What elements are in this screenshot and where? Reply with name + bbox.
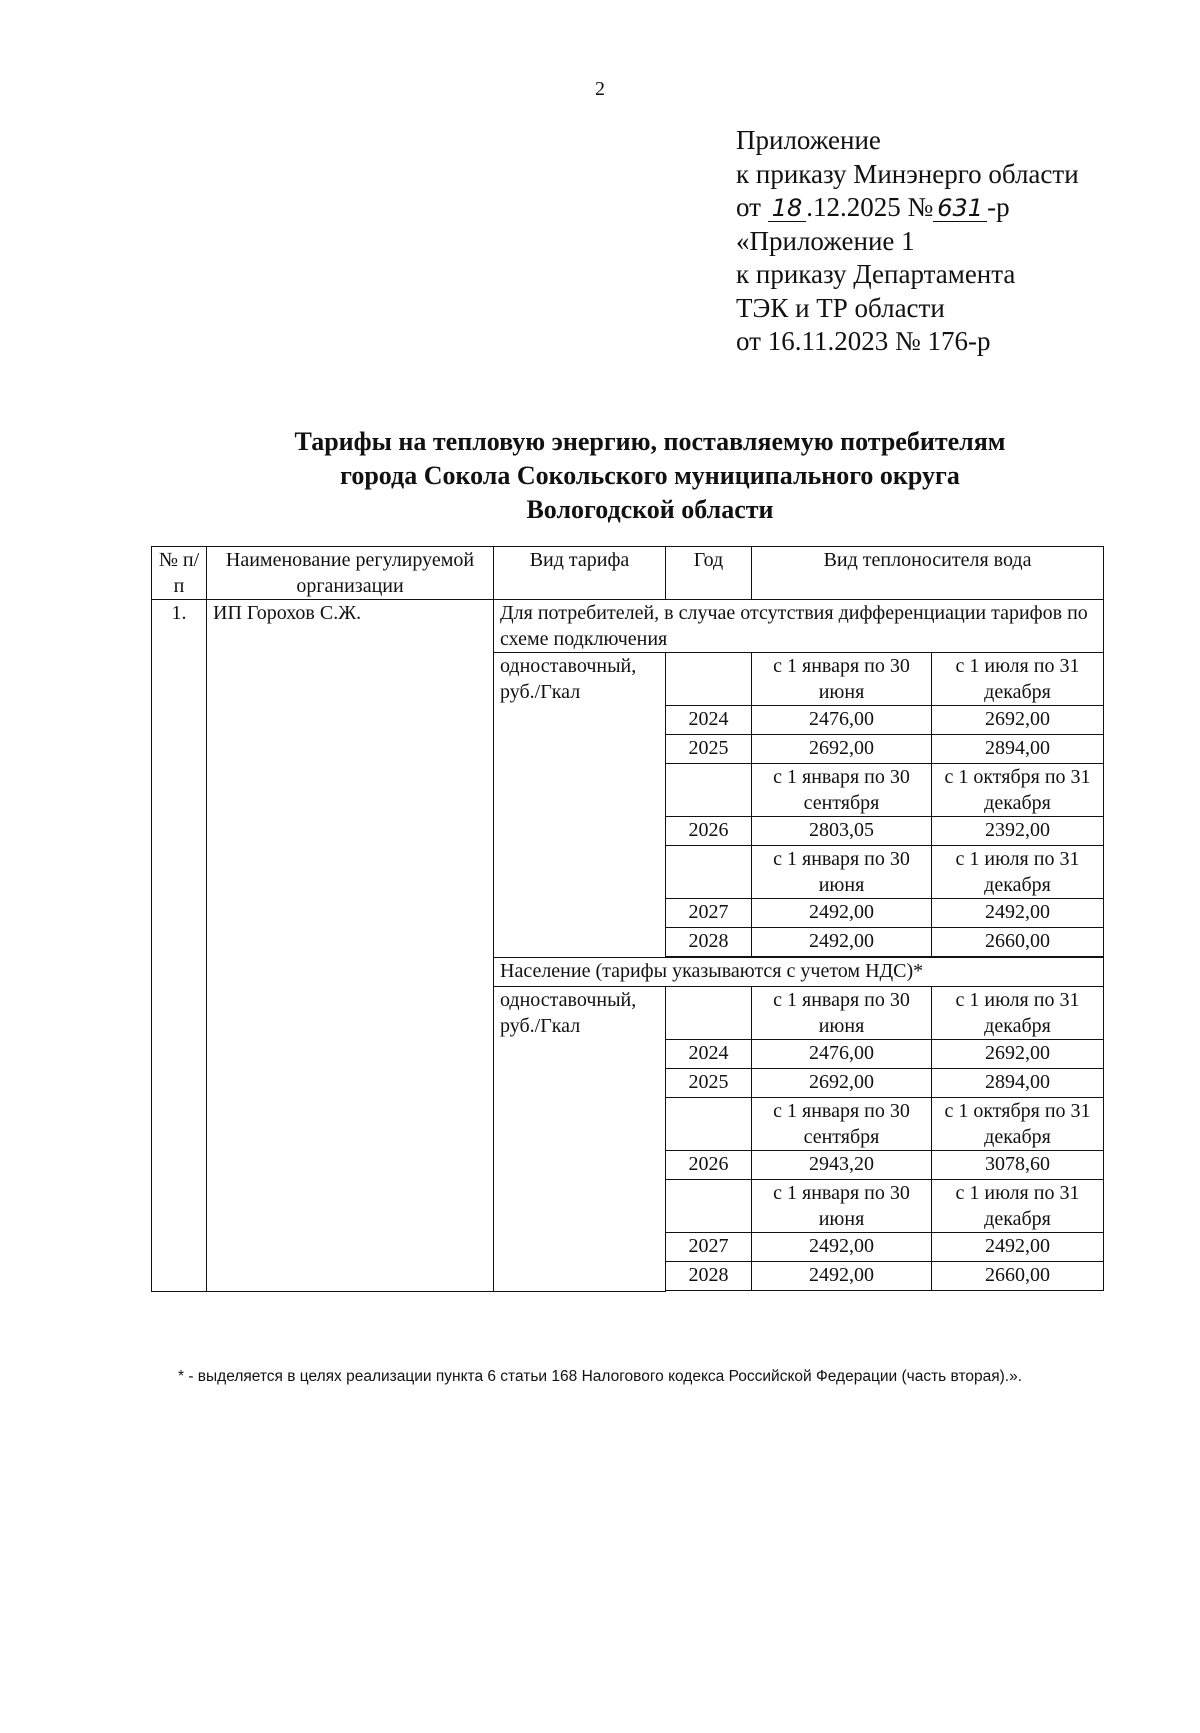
period-cell: с 1 января по 30 июня: [752, 653, 932, 706]
appendix-line: к приказу Минэнерго области: [736, 158, 1079, 189]
period-cell: с 1 октября по 31 декабря: [932, 764, 1104, 817]
year-cell: 2024: [666, 1040, 752, 1069]
table-row: [152, 600, 1104, 653]
group-title: Для потребителей, в случае отсутствия дифференциации тарифов по схеме подключения: [494, 600, 1104, 653]
year-cell: 2025: [666, 1069, 752, 1098]
year-cell: 2027: [666, 1233, 752, 1262]
appendix-date-suffix: -р: [987, 192, 1010, 222]
value-cell: 3078,60: [932, 1151, 1104, 1180]
org-name: ИП Горохов С.Ж.: [207, 600, 494, 1292]
document-title: [0, 425, 1200, 527]
period-cell: с 1 июля по 31 декабря: [932, 987, 1104, 1040]
year-cell: 2028: [666, 928, 752, 957]
period-cell: с 1 января по 30 июня: [752, 846, 932, 899]
value-cell: 2894,00: [932, 1069, 1104, 1098]
table-header-row: [152, 547, 1104, 600]
year-cell: 2028: [666, 1262, 752, 1291]
year-cell: [666, 846, 752, 899]
value-cell: 2894,00: [932, 735, 1104, 764]
appendix-block: [736, 124, 1079, 359]
title-line: города Сокола Сокольского муниципального округа: [340, 461, 960, 490]
value-cell: 2476,00: [752, 706, 932, 735]
header-year: Год: [666, 547, 752, 600]
appendix-date-line: [736, 191, 1079, 225]
header-carrier: Вид теплоносителя вода: [752, 547, 1104, 600]
spacer-cell: [666, 1291, 752, 1292]
period-cell: с 1 июля по 31 декабря: [932, 1180, 1104, 1233]
year-cell: [666, 764, 752, 817]
row-number: 1.: [152, 600, 207, 1292]
header-num: № п/п: [152, 547, 207, 600]
year-cell: [666, 653, 752, 706]
footnote: * - выделяется в целях реализации пункта 6 статьи 168 Налогового кодекса Российской Федерации (часть вторая).».: [177, 1368, 1023, 1385]
period-cell: с 1 января по 30 сентября: [752, 764, 932, 817]
title-line: Вологодской области: [526, 495, 774, 524]
year-cell: [666, 1180, 752, 1233]
value-cell: 2943,20: [752, 1151, 932, 1180]
appendix-line: Приложение: [736, 125, 881, 155]
value-cell: 2692,00: [752, 735, 932, 764]
value-cell: 2692,00: [932, 706, 1104, 735]
header-org: Наименование регулируемой организации: [207, 547, 494, 600]
period-cell: с 1 января по 30 сентября: [752, 1098, 932, 1151]
value-cell: 2803,05: [752, 817, 932, 846]
year-cell: [666, 987, 752, 1040]
value-cell: 2492,00: [932, 899, 1104, 928]
value-cell: 2492,00: [752, 928, 932, 957]
value-cell: 2692,00: [752, 1069, 932, 1098]
header-tariff-type: Вид тарифа: [494, 547, 666, 600]
year-cell: 2024: [666, 706, 752, 735]
period-cell: с 1 июля по 31 декабря: [932, 846, 1104, 899]
appendix-line: от 16.11.2023 № 176-р: [736, 326, 991, 356]
period-cell: с 1 января по 30 июня: [752, 1180, 932, 1233]
title-line: Тарифы на тепловую энергию, поставляемую потребителям: [294, 427, 1006, 456]
year-cell: 2025: [666, 735, 752, 764]
value-cell: 2492,00: [752, 899, 932, 928]
tariff-kind: одноставочный, руб./Гкал: [494, 653, 666, 958]
handwritten-order-number: 631: [933, 195, 987, 222]
value-cell: 2492,00: [752, 1233, 932, 1262]
page-number: 2: [595, 78, 605, 100]
spacer-cell: [752, 1291, 932, 1292]
appendix-line: ТЭК и ТР области: [736, 292, 945, 323]
period-cell: с 1 января по 30 июня: [752, 987, 932, 1040]
appendix-date-prefix: от: [736, 192, 761, 222]
year-cell: [666, 1098, 752, 1151]
spacer-cell: [932, 1291, 1104, 1292]
tariff-table: [151, 546, 1104, 1292]
value-cell: 2476,00: [752, 1040, 932, 1069]
value-cell: 2660,00: [932, 928, 1104, 957]
year-cell: 2026: [666, 1151, 752, 1180]
year-cell: 2026: [666, 817, 752, 846]
tariff-kind: одноставочный, руб./Гкал: [494, 987, 666, 1292]
appendix-line: к приказу Департамента: [736, 259, 1016, 289]
value-cell: 2392,00: [932, 817, 1104, 846]
period-cell: с 1 июля по 31 декабря: [932, 653, 1104, 706]
appendix-line: «Приложение 1: [736, 225, 915, 256]
value-cell: 2492,00: [752, 1262, 932, 1291]
appendix-date-mid: .12.2025 №: [806, 192, 934, 222]
handwritten-day: 18: [768, 195, 807, 222]
group-title: Население (тарифы указываются с учетом НДС)*: [494, 958, 1104, 987]
year-cell: 2027: [666, 899, 752, 928]
period-cell: с 1 октября по 31 декабря: [932, 1098, 1104, 1151]
value-cell: 2660,00: [932, 1262, 1104, 1291]
value-cell: 2692,00: [932, 1040, 1104, 1069]
value-cell: 2492,00: [932, 1233, 1104, 1262]
